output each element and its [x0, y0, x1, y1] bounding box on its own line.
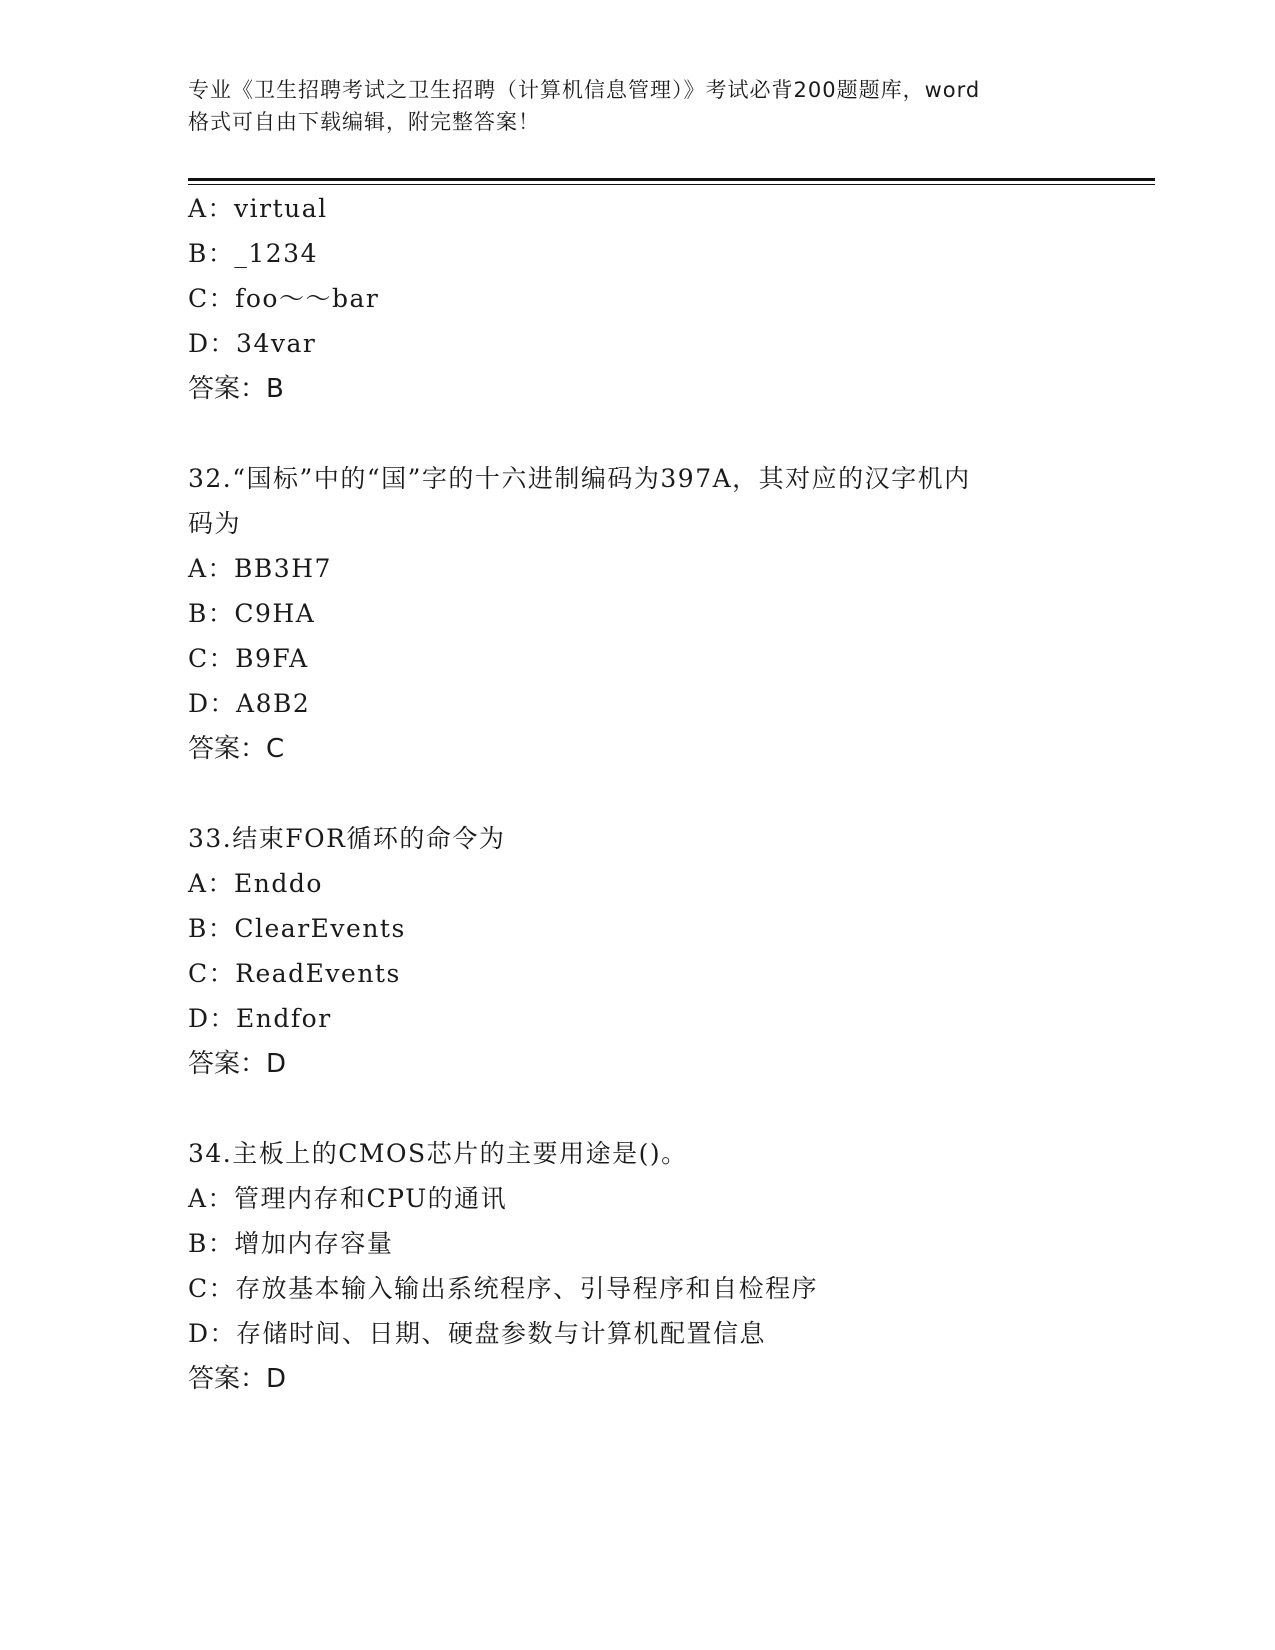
q32-stem-line-2: 码为 — [188, 509, 242, 538]
q34-option-a: A：管理内存和CPU的通讯 — [188, 1184, 508, 1213]
q34-option-c: C：存放基本输入输出系统程序、引导程序和自检程序 — [188, 1274, 819, 1303]
q32-stem-line-1: 32.“国标”中的“国”字的十六进制编码为397A，其对应的汉字机内 — [188, 464, 971, 493]
q33-stem: 33.结束FOR循环的命令为 — [188, 824, 506, 853]
header-rule-thick — [188, 178, 1155, 181]
q32-option-c: C：B9FA — [188, 644, 309, 673]
q33-option-b: B：ClearEvents — [188, 914, 406, 943]
q31-option-c: C：foo～～bar — [188, 284, 380, 313]
header-line-1: 专业《卫生招聘考试之卫生招聘（计算机信息管理）》考试必背200题题库，word — [188, 78, 981, 102]
q33-option-c: C：ReadEvents — [188, 959, 401, 988]
q34-option-b: B：增加内存容量 — [188, 1229, 394, 1258]
header-line-2: 格式可自由下载编辑，附完整答案！ — [188, 110, 540, 134]
q31-option-b: B：_1234 — [188, 239, 318, 268]
q32-option-a: A：BB3H7 — [188, 554, 332, 583]
q34-stem: 34.主板上的CMOS芯片的主要用途是()。 — [188, 1139, 688, 1168]
q32-option-d: D：A8B2 — [188, 689, 311, 718]
q33-option-a: A：Enddo — [188, 869, 323, 898]
q32-option-b: B：C9HA — [188, 599, 316, 628]
q33-option-d: D：Endfor — [188, 1004, 332, 1033]
q31-answer: 答案：B — [188, 374, 284, 404]
q31-option-d: D：34var — [188, 329, 317, 358]
header-rule-thin — [188, 184, 1155, 185]
q31-option-a: A：virtual — [188, 194, 328, 223]
document-header — [188, 74, 1088, 138]
q34-answer: 答案：D — [188, 1364, 287, 1394]
q34-option-d: D：存储时间、日期、硬盘参数与计算机配置信息 — [188, 1319, 767, 1348]
q33-answer: 答案：D — [188, 1049, 287, 1079]
q32-answer: 答案：C — [188, 734, 285, 764]
